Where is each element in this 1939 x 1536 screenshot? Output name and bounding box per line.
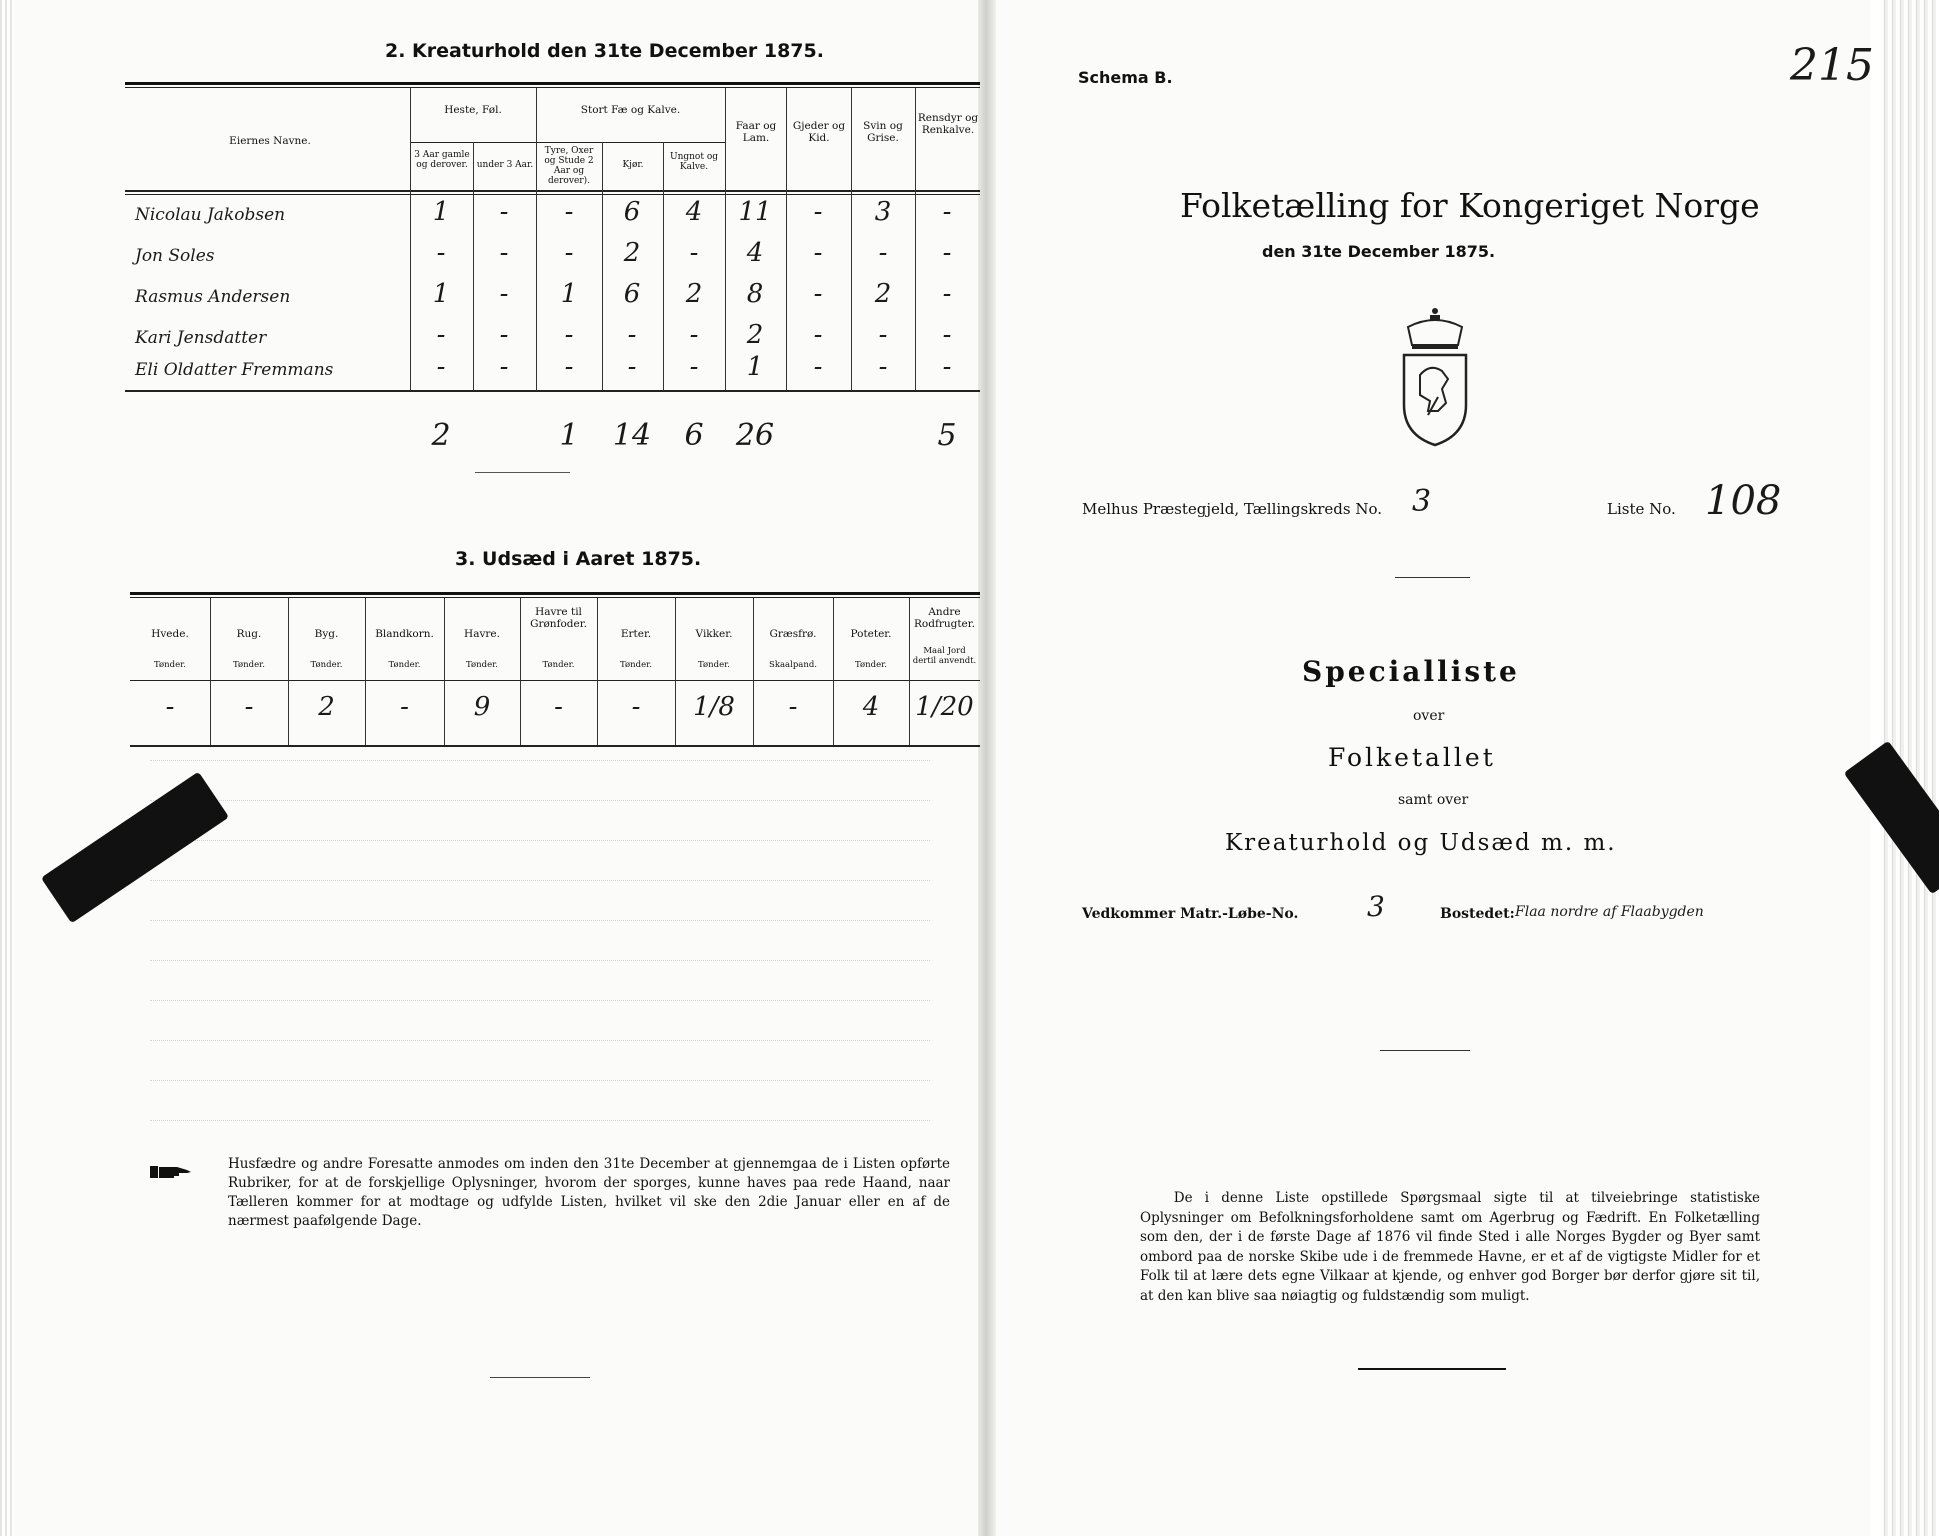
livestock-cell: - xyxy=(942,238,952,268)
seed-col-header: Byg. xyxy=(314,628,339,640)
livestock-cell: - xyxy=(813,238,823,268)
livestock-cell: - xyxy=(436,352,446,382)
owner-name: Eli Oldatter Fremmans xyxy=(135,360,334,380)
seed-value: 2 xyxy=(318,692,335,722)
seed-value: - xyxy=(400,692,409,722)
livestock-cell: - xyxy=(942,320,952,350)
column-divider xyxy=(520,598,521,745)
col-faar: Faar og Lam. xyxy=(735,120,777,144)
livestock-cell: - xyxy=(499,352,509,382)
column-divider xyxy=(753,598,754,745)
bosted-label: Bostedet: xyxy=(1440,906,1515,922)
livestock-cell: - xyxy=(689,352,699,382)
main-title: Folketælling for Kongeriget Norge xyxy=(1180,186,1760,225)
vedkommer-label: Vedkommer Matr.-Løbe-No. xyxy=(1082,906,1299,922)
livestock-cell: 2 xyxy=(623,238,641,268)
section3-title: 3. Udsæd i Aaret 1875. xyxy=(455,548,702,570)
book-spine xyxy=(978,0,996,1536)
owner-name: Kari Jensdatter xyxy=(135,328,267,348)
pointing-hand-icon xyxy=(150,1163,190,1179)
bosted-value: Flaa nordre af Flaabygden xyxy=(1515,904,1704,920)
livestock-cell: - xyxy=(499,238,509,268)
folketallet-label: Folketallet xyxy=(1328,743,1496,772)
kreaturhold-label: Kreaturhold og Udsæd m. m. xyxy=(1225,830,1617,856)
group-stortfae-header: Stort Fæ og Kalve. xyxy=(580,104,681,116)
livestock-cell: 1 xyxy=(432,279,450,309)
seed-col-unit: Tønder. xyxy=(466,660,498,670)
seed-col-header: Poteter. xyxy=(850,628,892,640)
livestock-cell: 1 xyxy=(432,197,450,227)
seed-col-unit: Tønder. xyxy=(542,660,575,670)
livestock-cell: - xyxy=(942,197,952,227)
livestock-cell: - xyxy=(627,352,637,382)
livestock-cell: - xyxy=(942,352,952,382)
livestock-total: 1 xyxy=(559,418,579,453)
col-heste-2: under 3 Aar. xyxy=(476,160,534,170)
section2-title: 2. Kreaturhold den 31te December 1875. xyxy=(385,40,824,62)
liste-label: Liste No. xyxy=(1607,500,1676,518)
livestock-cell: 4 xyxy=(746,238,764,268)
livestock-cell: - xyxy=(564,197,574,227)
schema-label: Schema B. xyxy=(1078,68,1173,87)
livestock-cell: 1 xyxy=(560,279,578,309)
column-divider xyxy=(288,598,289,745)
page-edges-left xyxy=(0,0,14,1536)
column-divider xyxy=(909,598,910,745)
livestock-cell: - xyxy=(878,320,888,350)
livestock-total: 26 xyxy=(735,418,775,453)
seed-value: 9 xyxy=(473,692,491,722)
livestock-cell: 3 xyxy=(874,197,892,227)
seed-col-header: Vikker. xyxy=(695,628,733,640)
seed-value: 1/8 xyxy=(693,692,735,722)
livestock-total: 2 xyxy=(431,418,451,453)
group-heste-header: Heste, Føl. xyxy=(444,104,502,116)
column-divider xyxy=(365,598,366,745)
livestock-cell: - xyxy=(878,238,888,268)
liste-no-value: 108 xyxy=(1705,478,1782,524)
livestock-cell: - xyxy=(564,320,574,350)
seed-value: 4 xyxy=(862,692,880,722)
livestock-cell: - xyxy=(689,320,699,350)
seed-value: 1/20 xyxy=(915,692,974,722)
seed-col-unit: Tønder. xyxy=(310,660,343,670)
column-divider xyxy=(833,598,834,745)
main-date: den 31te December 1875. xyxy=(1262,242,1496,261)
livestock-cell: - xyxy=(499,279,509,309)
livestock-total: 5 xyxy=(937,418,957,453)
page-number: 215 xyxy=(1790,40,1874,91)
livestock-cell: 2 xyxy=(746,320,764,350)
notice-text: Husfædre og andre Foresatte anmodes om inden den 31te December at gjennemgaa de i Listen opførte Rubriker, for at de forskjellige Oplysninger, hvorom der sporges, kunne haves paa rede Haand, naar Tælleren kommer for at modtage og udfylde Listen, hvilket vil ske den 2die Januar eller en af de nærmest paafølgende Dage. xyxy=(228,1156,950,1229)
livestock-cell: 2 xyxy=(874,279,892,309)
footer-text: De i denne Liste opstillede Spørgsmaal sigte til at tilveiebringe statistiske Oplysninger om Befolkningsforholdene samt om Agerbrug og Fædrift. En Folketælling som den, der i de første Dage af 1876 vil finde Sted i alle Norges Bygder og Byer samt ombord paa de norske Skibe ude i de fremmede Havne, er et af de vigtigste Midler for et Folk til at lære dets egne Vilkaar at kjende, og enhver god Borger bør derfor gjøre sit til, at den kan blive saa nøiagtig og fuldstændig som muligt. xyxy=(1140,1190,1760,1304)
col-stort-2: Kjør. xyxy=(622,160,644,170)
livestock-cell: - xyxy=(499,320,509,350)
livestock-cell: - xyxy=(564,238,574,268)
seed-col-header: Græsfrø. xyxy=(769,628,817,640)
col-heste-1: 3 Aar gamle og derover. xyxy=(414,150,470,170)
col-svin: Svin og Grise. xyxy=(863,120,903,144)
seed-value: - xyxy=(788,692,798,722)
column-divider xyxy=(210,598,211,745)
livestock-cell: - xyxy=(813,320,823,350)
livestock-cell: - xyxy=(942,279,952,309)
seed-col-unit: Maal Jord dertil anvendt. xyxy=(912,646,977,666)
seed-col-unit: Tønder. xyxy=(154,660,186,670)
livestock-total: 14 xyxy=(612,418,652,453)
seed-col-header: Havre til Grønfoder. xyxy=(530,606,587,630)
col-stort-3: Ungnot og Kalve. xyxy=(669,152,718,172)
livestock-cell: - xyxy=(689,238,699,268)
seed-col-unit: Tønder. xyxy=(620,660,652,670)
column-divider xyxy=(675,598,676,745)
matr-no-value: 3 xyxy=(1367,890,1385,923)
livestock-cell: 4 xyxy=(685,197,703,227)
seed-col-header: Havre. xyxy=(464,628,500,640)
owner-name: Jon Soles xyxy=(135,246,215,266)
livestock-cell: 8 xyxy=(746,279,764,309)
samt-over-label: samt over xyxy=(1398,792,1469,808)
col-stort-1: Tyre, Oxer og Stude 2 Aar og derover). xyxy=(544,146,594,186)
seed-col-unit: Tønder. xyxy=(855,660,887,670)
owner-name: Nicolau Jakobsen xyxy=(135,205,286,225)
seed-col-unit: Skaalpand. xyxy=(769,660,817,670)
livestock-cell: - xyxy=(813,352,823,382)
seed-col-unit: Tønder. xyxy=(698,660,730,670)
col-owner-header: Eiernes Navne. xyxy=(229,135,311,147)
livestock-cell: - xyxy=(499,197,509,227)
livestock-cell: 11 xyxy=(738,197,772,227)
seed-col-unit: Tønder. xyxy=(388,660,421,670)
seed-col-header: Andre Rodfrugter. xyxy=(914,606,975,630)
owner-name: Rasmus Andersen xyxy=(135,287,291,307)
livestock-cell: - xyxy=(627,320,637,350)
seed-value: - xyxy=(554,692,563,722)
seed-value: - xyxy=(631,692,641,722)
livestock-cell: - xyxy=(436,320,446,350)
livestock-cell: - xyxy=(436,238,446,268)
column-divider xyxy=(444,598,445,745)
livestock-cell: - xyxy=(878,352,888,382)
col-gjeder: Gjeder og Kid. xyxy=(792,120,846,144)
livestock-total: 6 xyxy=(684,418,704,453)
livestock-cell: - xyxy=(564,352,574,382)
livestock-cell: 6 xyxy=(623,279,641,309)
col-rensdyr: Rensdyr og Renkalve. xyxy=(917,112,979,136)
seed-col-header: Erter. xyxy=(620,628,652,640)
over-label-1: over xyxy=(1413,708,1445,724)
specialliste-heading: Specialliste xyxy=(1302,655,1520,688)
livestock-cell: 6 xyxy=(623,197,641,227)
livestock-cell: 1 xyxy=(746,352,764,382)
seed-col-header: Blandkorn. xyxy=(375,628,434,640)
kreds-no-value: 3 xyxy=(1412,484,1432,519)
seed-value: - xyxy=(165,692,175,722)
livestock-cell: 2 xyxy=(685,279,703,309)
coat-of-arms-icon xyxy=(1390,305,1480,450)
seed-col-header: Rug. xyxy=(236,628,262,640)
prestegjeld-label: Melhus Præstegjeld, Tællingskreds No. xyxy=(1082,500,1383,518)
column-divider xyxy=(597,598,598,745)
livestock-cell: - xyxy=(813,197,823,227)
seed-col-header: Hvede. xyxy=(151,628,189,640)
seed-col-unit: Tønder. xyxy=(233,660,265,670)
seed-value: - xyxy=(244,692,254,722)
livestock-cell: - xyxy=(813,279,823,309)
